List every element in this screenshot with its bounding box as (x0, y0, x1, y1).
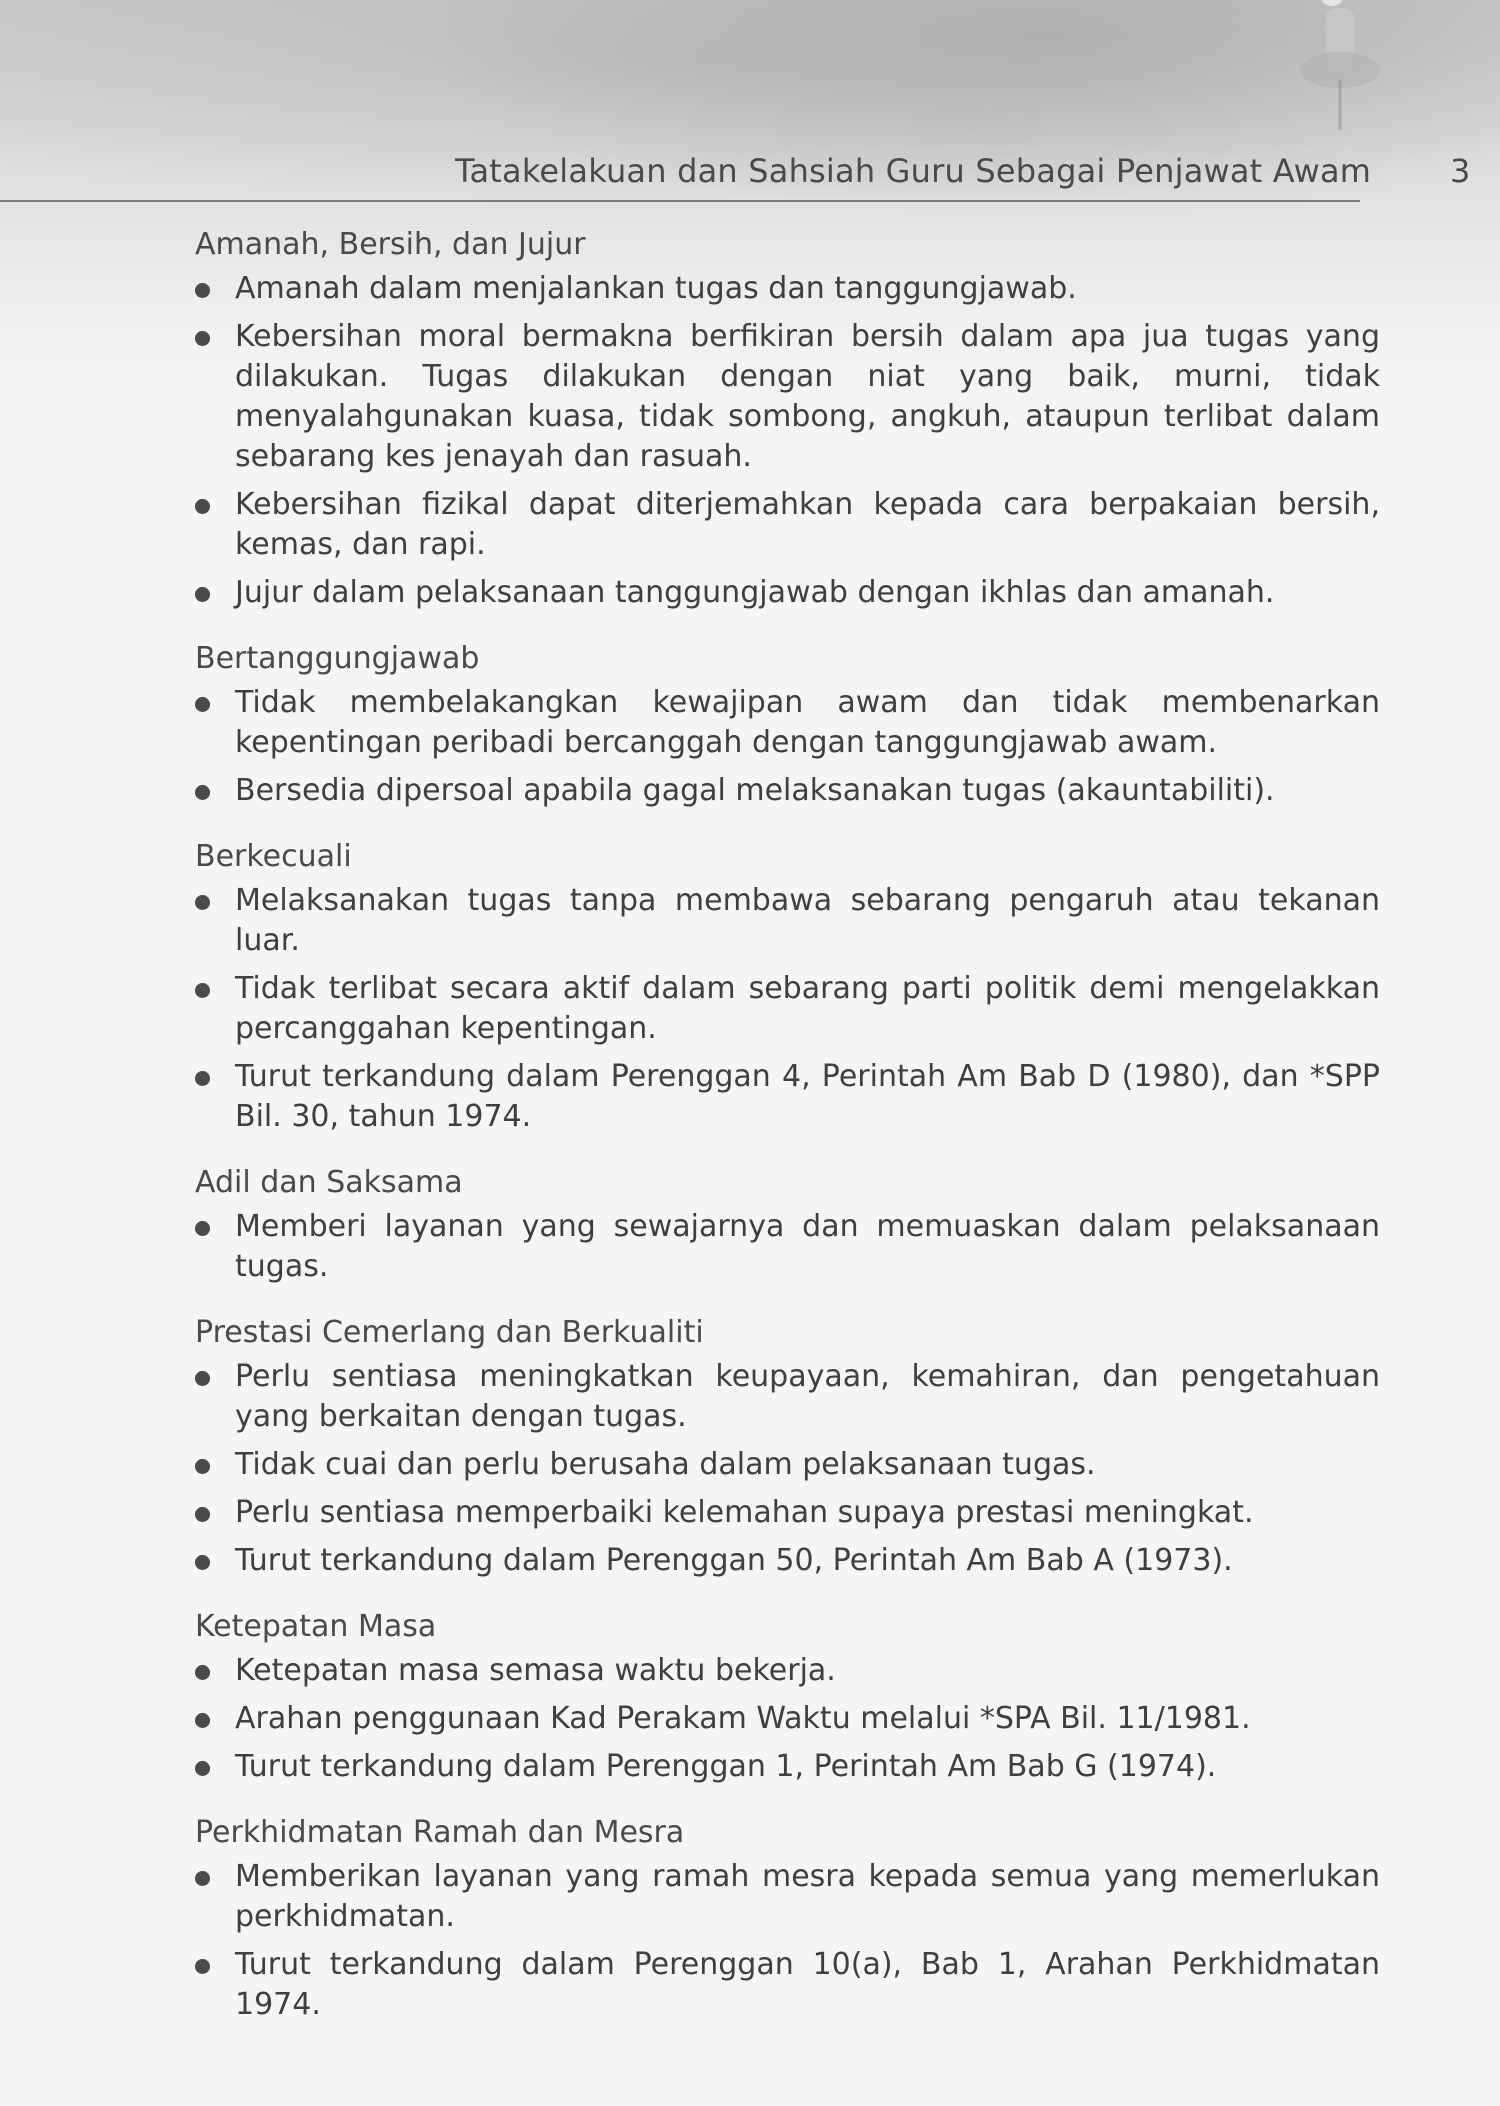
list-item (195, 1945, 1380, 2025)
list-item (195, 1207, 1380, 1287)
bullet-icon (195, 331, 210, 346)
list-item (195, 969, 1380, 1049)
bullet-icon (195, 697, 210, 712)
section-ketepatan-masa (195, 1607, 1380, 1787)
list-item-text: Turut terkandung dalam Perenggan 50, Perintah Am Bab A (1973). (235, 1543, 1233, 1578)
page-number: 3 (1450, 152, 1471, 190)
list-item (195, 1651, 1380, 1691)
list-item-text: Melaksanakan tugas tanpa membawa sebarang pengaruh atau tekanan luar. (235, 883, 1380, 958)
list-item-text: Perlu sentiasa meningkatkan keupayaan, kemahiran, dan pengetahuan yang berkaitan dengan tugas. (235, 1359, 1380, 1434)
header-divider (0, 200, 1360, 202)
list-item-text: Tidak membelakangkan kewajipan awam dan tidak membenarkan kepentingan peribadi bercanggah dengan tanggungjawab awam. (235, 685, 1380, 760)
bullet-icon (195, 1221, 210, 1236)
list-item-text: Tidak terlibat secara aktif dalam sebarang parti politik demi mengelakkan percanggahan kepentingan. (235, 971, 1380, 1046)
section-bertanggungjawab (195, 639, 1380, 811)
list-item (195, 317, 1380, 477)
bullet-icon (195, 1459, 210, 1474)
section-title: Perkhidmatan Ramah dan Mesra (195, 1815, 685, 1850)
section-title: Prestasi Cemerlang dan Berkualiti (195, 1315, 704, 1350)
list-item (195, 881, 1380, 961)
list-item (195, 683, 1380, 763)
chapter-title: Tatakelakuan dan Sahsiah Guru Sebagai Penjawat Awam (455, 152, 1372, 190)
section-prestasi (195, 1313, 1380, 1581)
list-item-text: Ketepatan masa semasa waktu bekerja. (235, 1653, 836, 1688)
main-content (195, 225, 1380, 2051)
section-title: Bertanggungjawab (195, 641, 480, 676)
bullet-icon (195, 587, 210, 602)
list-item (195, 269, 1380, 309)
section-amanah (195, 225, 1380, 613)
section-perkhidmatan (195, 1813, 1380, 2025)
list-item (195, 1357, 1380, 1437)
section-title: Adil dan Saksama (195, 1165, 463, 1200)
list-item-text: Jujur dalam pelaksanaan tanggungjawab dengan ikhlas dan amanah. (235, 575, 1275, 610)
section-title: Ketepatan Masa (195, 1609, 437, 1644)
list-item-text: Turut terkandung dalam Perenggan 1, Perintah Am Bab G (1974). (235, 1749, 1217, 1784)
section-berkecuali (195, 837, 1380, 1137)
bullet-icon (195, 1071, 210, 1086)
list-item (195, 573, 1380, 613)
list-item-text: Memberikan layanan yang ramah mesra kepada semua yang memerlukan perkhidmatan. (235, 1859, 1380, 1934)
list-item-text: Kebersihan moral bermakna berfikiran bersih dalam apa jua tugas yang dilakukan. Tugas dilakukan dengan niat yang baik, murni, tidak menyalahgunakan kuasa, tidak sombong, angkuh, ataupun terlibat dalam sebarang kes jenayah dan rasuah. (235, 319, 1380, 474)
bullet-icon (195, 983, 210, 998)
list-item (195, 1541, 1380, 1581)
list-item-text: Tidak cuai dan perlu berusaha dalam pelaksanaan tugas. (235, 1447, 1096, 1482)
bullet-icon (195, 1761, 210, 1776)
section-title: Amanah, Bersih, dan Jujur (195, 227, 586, 262)
list-item-text: Amanah dalam menjalankan tugas dan tanggungjawab. (235, 271, 1077, 306)
list-item-text: Perlu sentiasa memperbaiki kelemahan supaya prestasi meningkat. (235, 1495, 1254, 1530)
list-item-text: Kebersihan fizikal dapat diterjemahkan kepada cara berpakaian bersih, kemas, dan rapi. (235, 487, 1380, 562)
list-item (195, 1857, 1380, 1937)
pushpin-icon (1280, 0, 1400, 140)
bullet-icon (195, 1555, 210, 1570)
list-item (195, 485, 1380, 565)
section-title: Berkecuali (195, 839, 352, 874)
bullet-icon (195, 1713, 210, 1728)
section-adil-dan-saksama (195, 1163, 1380, 1287)
list-item-text: Turut terkandung dalam Perenggan 10(a), Bab 1, Arahan Perkhidmatan 1974. (235, 1947, 1380, 2022)
bullet-icon (195, 1959, 210, 1974)
bullet-icon (195, 1665, 210, 1680)
bullet-icon (195, 1507, 210, 1522)
bullet-icon (195, 895, 210, 910)
bullet-icon (195, 1371, 210, 1386)
list-item (195, 1445, 1380, 1485)
list-item-text: Turut terkandung dalam Perenggan 4, Perintah Am Bab D (1980), dan *SPP Bil. 30, tahun 1974. (235, 1059, 1380, 1134)
bullet-icon (195, 499, 210, 514)
bullet-icon (195, 1871, 210, 1886)
list-item (195, 1699, 1380, 1739)
list-item (195, 1493, 1380, 1533)
bullet-icon (195, 283, 210, 298)
list-item (195, 771, 1380, 811)
list-item (195, 1747, 1380, 1787)
list-item (195, 1057, 1380, 1137)
list-item-text: Memberi layanan yang sewajarnya dan memuaskan dalam pelaksanaan tugas. (235, 1209, 1380, 1284)
bullet-icon (195, 785, 210, 800)
list-item-text: Bersedia dipersoal apabila gagal melaksanakan tugas (akauntabiliti). (235, 773, 1275, 808)
list-item-text: Arahan penggunaan Kad Perakam Waktu melalui *SPA Bil. 11/1981. (235, 1701, 1251, 1736)
